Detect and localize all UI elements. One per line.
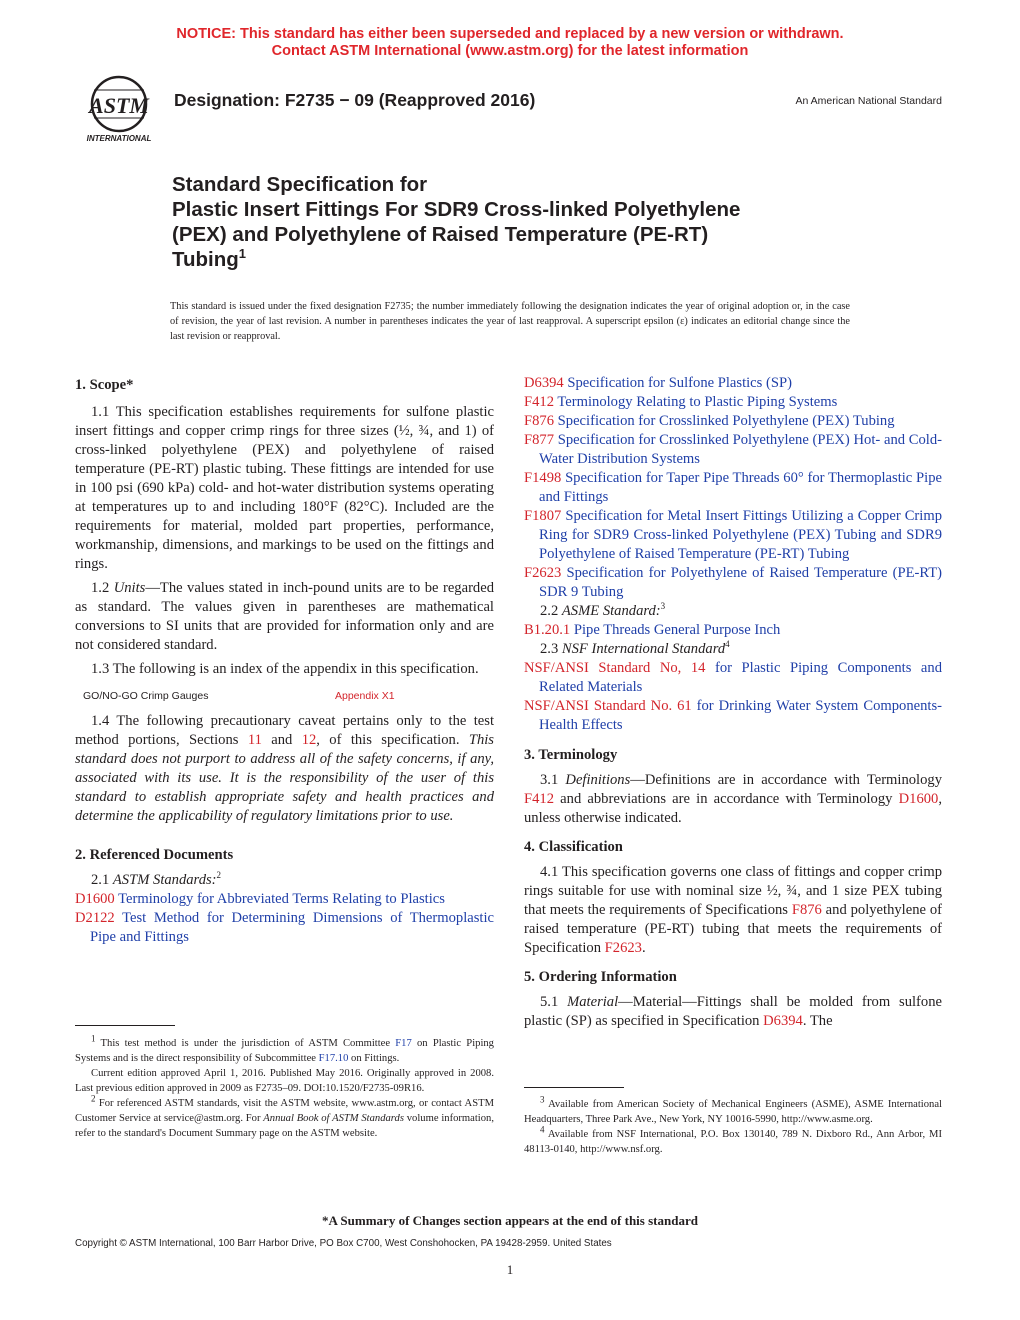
ref-f1498[interactable]: F1498 Specification for Taper Pipe Threads 60° for Thermoplastic Pipe and Fittings (524, 470, 942, 505)
footnote-1: $^1$ This test method is under the jurisdiction of ASTM Committee F17 on Plastic Piping Systems and is the direct responsibility of Subcommittee F17.10 on Fittings. (75, 1033, 494, 1064)
para-3-1: 3.1 Definitions—Definitions are in accordance with Terminology F412 and abbreviations are in accordance with Terminology D1600, unless otherwise indicated. (524, 772, 942, 826)
para-1-4: 1.4 The following precautionary caveat pertains only to the test method portions, Sections 11 and 12, of this specification. This standard does not purport to address all of the safety concerns, if any, associated with its use. It is the responsibility of the user of this standard to establish appropriate safety and health practices and determine the applicability of regulatory limitations prior to use. (75, 713, 494, 824)
section-12-link[interactable]: 12 (301, 732, 317, 748)
summary-of-changes-note: *A Summary of Changes section appears at the end of this standard (322, 1213, 698, 1228)
footnote-divider-right (524, 1087, 624, 1088)
para-2-2: 2.2 ASME Standard:$^3$ (540, 601, 666, 619)
title-line-1: Standard Specification for (172, 173, 428, 196)
ref-f877[interactable]: F877 Specification for Crosslinked Polyethylene (PEX) Hot- and Cold-Water Distribution Systems (524, 432, 942, 467)
ordering-heading: 5. Ordering Information (524, 969, 677, 985)
para-5-1: 5.1 Material—Material—Fittings shall be molded from sulfone plastic (SP) as specified in Specification D6394. The (524, 994, 942, 1029)
scope-heading: 1. Scope* (75, 377, 134, 393)
ref-nsf-61[interactable]: NSF/ANSI Standard No. 61 for Drinking Water System Components-Health Effects (524, 698, 942, 733)
ref-f412[interactable]: F412 Terminology Relating to Plastic Piping Systems (524, 394, 838, 410)
svg-text:ASTM: ASTM (89, 93, 149, 118)
ref-f876[interactable]: F876 Specification for Crosslinked Polyethylene (PEX) Tubing (524, 413, 895, 429)
subcommittee-f1710-link[interactable]: F17.10 (318, 1053, 349, 1064)
d1600-link[interactable]: D1600 (898, 791, 939, 807)
logo-org-text: INTERNATIONAL (86, 134, 152, 143)
ref-b1201[interactable]: B1.20.1 Pipe Threads General Purpose Inch (524, 622, 781, 638)
title-line-3: (PEX) and Polyethylene of Raised Temperature (PE-RT) (172, 223, 709, 246)
astm-logo (76, 74, 162, 144)
appendix-index (83, 687, 494, 706)
units-label: Units (113, 580, 146, 596)
notice-line-2: Contact ASTM International (www.astm.org) for the latest information (271, 43, 749, 59)
notice-line-1: NOTICE: This standard has either been superseded and replaced by a new version or withdrawn. (176, 26, 844, 42)
title-footnote-mark: 1 (238, 246, 247, 262)
section-11-link[interactable]: 11 (247, 732, 262, 748)
safety-caveat: This standard does not purport to address all of the safety concerns, if any, associated with its use. It is the responsibility of the user of this standard to establish appropriate safety and health practices and determine the applicability of regulatory limitations prior to use. (75, 732, 494, 824)
referenced-documents-heading: 2. Referenced Documents (75, 847, 234, 863)
document-title (172, 172, 872, 272)
ref-f1807[interactable]: F1807 Specification for Metal Insert Fittings Utilizing a Copper Crimp Ring for SDR9 Cross-linked Polyethylene (PEX) Tubing and SDR9 Polyethylene of Raised Temperature (PE-RT) Tubing (524, 508, 942, 562)
left-column (75, 374, 494, 947)
para-1-1: 1.1 This specification establishes requirements for sulfone plastic insert fittings and copper crimp rings for three sizes (½, ¾, and 1) of cross-linked polyethylene (PEX) and polyethylene of raised temperature (PE-RT) plastic tubing. These fittings are intended for use in 100 psi (690 kPa) cold- and hot-water distribution systems operating at temperatures up to and including 180°F (82°C). Included are the requirements for material, molded part properties, performance, workmanship, dimensions, and markings to be used on the fittings and rings. (75, 404, 494, 572)
para-1-3: 1.3 The following is an index of the appendix in this specification. (91, 661, 479, 677)
footnotes-left (75, 1033, 494, 1141)
footnote-1-edition: Current edition approved April 1, 2016. Published May 2016. Originally approved in 2008. Last previous edition approved in 2009 as F2735–09. DOI:10.1520/F2735-09R16. (75, 1068, 494, 1094)
right-column (524, 374, 942, 1031)
para-2-3: 2.3 NSF International Standard$^4$ (540, 639, 730, 657)
para-2-1: 2.1 ASTM Standards:$^2$ (91, 870, 222, 888)
terminology-heading: 3. Terminology (524, 747, 618, 763)
ref-d6394[interactable]: D6394 Specification for Sulfone Plastics (SP) (524, 375, 792, 391)
para-4-1: 4.1 This specification governs one class of fittings and copper crimp rings suitable for use with nominal size ½, ¾, and 1 size PEX tubing that meets the requirements of Specifications F876 and polyethylene of raised temperature (PE-RT) tubing that meets the requirements of Specification F2623. (524, 864, 942, 956)
title-line-2: Plastic Insert Fittings For SDR9 Cross-linked Polyethylene (172, 198, 741, 221)
copyright: Copyright © ASTM International, 100 Barr Harbor Drive, PO Box C700, West Conshohocken, PA 19428-2959. United States (75, 1238, 612, 1249)
ref-f2623[interactable]: F2623 Specification for Polyethylene of Raised Temperature (PE-RT) SDR 9 Tubing (524, 565, 942, 600)
d6394-link[interactable]: D6394 (763, 1013, 803, 1029)
ref-d1600[interactable]: D1600 Terminology for Abbreviated Terms Relating to Plastics (75, 891, 445, 907)
title-line-4: Tubing (172, 248, 239, 271)
footnotes-right (524, 1094, 942, 1157)
footnote-2: $^2$ For referenced ASTM standards, visit the ASTM website, www.astm.org, or contact ASTM Customer Service at service@astm.org. For Annual Book of ASTM Standards volume information, refer to the standard's Document Summary page on the ASTM website. (75, 1093, 494, 1139)
index-item: GO/NO-GO Crimp Gauges (83, 690, 209, 702)
ref-d2122[interactable]: D2122 Test Method for Determining Dimensions of Thermoplastic Pipe and Fittings (75, 910, 494, 945)
classification-heading: 4. Classification (524, 839, 623, 855)
page-number: 1 (506, 1262, 514, 1277)
committee-f17-link[interactable]: F17 (395, 1038, 412, 1049)
f876-link[interactable]: F876 (791, 902, 822, 918)
national-standard-label: An American National Standard (795, 95, 942, 107)
f2623-link[interactable]: F2623 (604, 940, 642, 956)
para-1-2: 1.2 Units—The values stated in inch-pound units are to be regarded as standard. The values given in parentheses are mathematical conversions to SI units that are provided for information only and are not considered standard. (75, 580, 494, 653)
ref-nsf-14[interactable]: NSF/ANSI Standard No, 14 for Plastic Piping Components and Related Materials (524, 660, 942, 695)
issued-note: This standard is issued under the fixed designation F2735; the number immediately following the designation indicates the year of original adoption or, in the case of revision, the year of last revision. A number in parentheses indicates the year of last reapproval. A superscript epsilon (ε) indicates an editorial change since the last revision or reapproval. (170, 301, 850, 342)
index-appendix-link[interactable]: Appendix X1 (335, 690, 395, 702)
astm-logo-icon (76, 74, 162, 144)
footnote-4: $^4$ Available from NSF International, P.O. Box 130140, 789 N. Dixboro Rd., Ann Arbor, MI 48113-0140, http://www.nsf.org. (524, 1124, 942, 1155)
supersede-notice (0, 26, 1020, 60)
designation: Designation: F2735 − 09 (Reapproved 2016) (174, 90, 536, 110)
footnote-3: $^3$ Available from American Society of Mechanical Engineers (ASME), ASME International Headquarters, Three Park Ave., New York, NY 10016-5990, http://www.asme.org. (524, 1094, 942, 1125)
f412-link[interactable]: F412 (524, 791, 555, 807)
footnote-divider-left (75, 1025, 175, 1026)
